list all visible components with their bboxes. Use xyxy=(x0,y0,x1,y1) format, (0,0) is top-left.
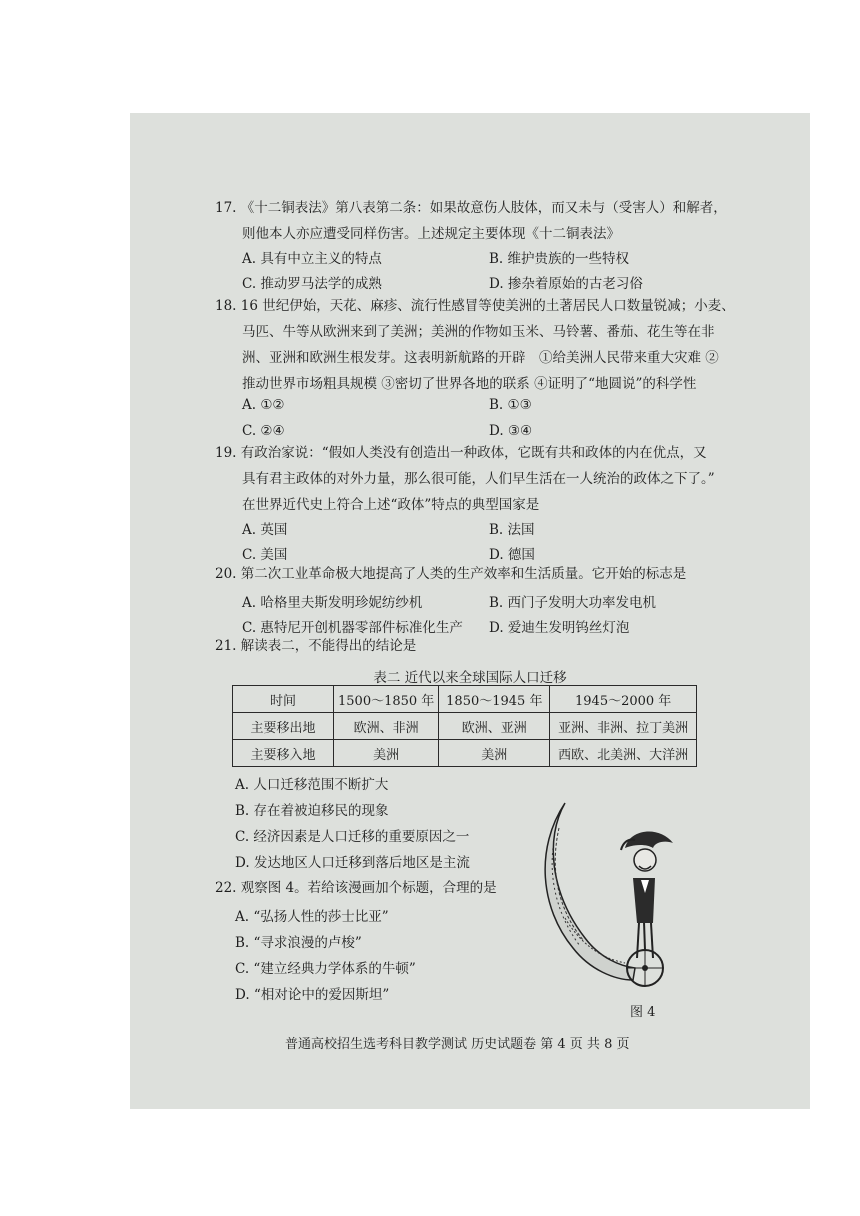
question-18-line-3: 洲、亚洲和欧洲生根发芽。这表明新航路的开辟 ①给美洲人民带来重大灾难 ② xyxy=(242,350,719,366)
option-18a: A. ①② xyxy=(242,397,285,413)
option-22b: B. “寻求浪漫的卢梭” xyxy=(235,935,362,951)
question-18-line-1: 18. 16 世纪伊始，天花、麻疹、流行性感冒等使美洲的土著居民人口数量锐减；小麦、 xyxy=(215,298,735,314)
option-22d: D. “相对论中的爱因斯坦” xyxy=(235,987,390,1003)
option-19c: C. 美国 xyxy=(242,547,288,563)
question-18-line-4: 推动世界市场粗具规模 ③密切了世界各地的联系 ④证明了“地圆说”的科学性 xyxy=(242,376,697,392)
cartoon-figure xyxy=(525,798,685,1008)
table-cell: 美洲 xyxy=(439,740,550,767)
option-21b: B. 存在着被迫移民的现象 xyxy=(235,803,389,819)
table-header-cell: 1500～1850 年 xyxy=(334,686,439,713)
question-22-line-1: 22. 观察图 4。若给该漫画加个标题，合理的是 xyxy=(215,880,497,896)
option-19a: A. 英国 xyxy=(242,522,288,538)
table-caption: 表二 近代以来全球国际人口迁移 xyxy=(373,670,567,686)
table-cell: 欧洲、亚洲 xyxy=(439,713,550,740)
question-17 xyxy=(215,195,795,247)
question-18 xyxy=(215,293,795,397)
option-17b: B. 维护贵族的一些特权 xyxy=(489,251,630,267)
cartoon-illustration xyxy=(525,798,685,1008)
question-21 xyxy=(215,633,795,659)
question-21-line-1: 21. 解读表二，不能得出的结论是 xyxy=(215,638,417,654)
option-18d: D. ③④ xyxy=(489,423,533,439)
table-cell: 亚洲、非洲、拉丁美洲 xyxy=(550,713,697,740)
question-19 xyxy=(215,440,795,518)
question-22 xyxy=(215,875,795,901)
option-21a: A. 人口迁移范围不断扩大 xyxy=(235,777,389,793)
question-17-line-1: 17. 《十二铜表法》第八表第二条：如果故意伤人肢体，而又未与（受害人）和解者， xyxy=(215,200,727,216)
option-22a: A. “弘扬人性的莎士比亚” xyxy=(235,909,389,925)
option-22c: C. “建立经典力学体系的牛顿” xyxy=(235,961,416,977)
option-18c: C. ②④ xyxy=(242,423,285,439)
table-header-cell: 1850～1945 年 xyxy=(439,686,550,713)
table-row xyxy=(233,713,697,740)
table-header-cell: 1945～2000 年 xyxy=(550,686,697,713)
question-19-line-3: 在世界近代史上符合上述“政体”特点的典型国家是 xyxy=(242,497,540,513)
question-17-line-2: 则他本人亦应遭受同样伤害。上述规定主要体现《十二铜表法》 xyxy=(242,226,620,242)
question-20 xyxy=(215,561,795,587)
option-21d: D. 发达地区人口迁移到落后地区是主流 xyxy=(235,855,470,871)
option-17d: D. 掺杂着原始的古老习俗 xyxy=(489,276,643,292)
question-18-line-2: 马匹、牛等从欧洲来到了美洲；美洲的作物如玉米、马铃薯、番茄、花生等在非 xyxy=(242,324,715,340)
option-20a: A. 哈格里夫斯发明珍妮纺纱机 xyxy=(242,595,423,611)
option-19b: B. 法国 xyxy=(489,522,535,538)
option-20c: C. 惠特尼开创机器零部件标准化生产 xyxy=(242,620,463,636)
figure-label: 图 4 xyxy=(630,1005,656,1020)
option-17a: A. 具有中立主义的特点 xyxy=(242,251,382,267)
table-cell: 主要移出地 xyxy=(233,713,334,740)
exam-page xyxy=(130,113,810,1109)
page-footer: 普通高校招生选考科目教学测试 历史试题卷 第 4 页 共 8 页 xyxy=(285,1037,630,1052)
table-cell: 主要移入地 xyxy=(233,740,334,767)
table-cell: 西欧、北美洲、大洋洲 xyxy=(550,740,697,767)
option-18b: B. ①③ xyxy=(489,397,532,413)
option-17c: C. 推动罗马法学的成熟 xyxy=(242,276,382,292)
table-cell: 欧洲、非洲 xyxy=(334,713,439,740)
option-20d: D. 爱迪生发明钨丝灯泡 xyxy=(489,620,630,636)
option-21c: C. 经济因素是人口迁移的重要原因之一 xyxy=(235,829,470,845)
table-cell: 美洲 xyxy=(334,740,439,767)
option-20b: B. 西门子发明大功率发电机 xyxy=(489,595,657,611)
migration-table xyxy=(232,685,697,767)
question-19-line-1: 19. 有政治家说：“假如人类没有创造出一种政体，它既有共和政体的内在优点，又 xyxy=(215,445,707,461)
option-19d: D. 德国 xyxy=(489,547,535,563)
table-header-row xyxy=(233,686,697,713)
question-20-line-1: 20. 第二次工业革命极大地提高了人类的生产效率和生活质量。它开始的标志是 xyxy=(215,566,687,582)
table-header-cell: 时间 xyxy=(233,686,334,713)
table-row xyxy=(233,740,697,767)
question-19-line-2: 具有君主政体的对外力量，那么很可能，人们早生活在一人统治的政体之下了。” xyxy=(242,471,715,487)
